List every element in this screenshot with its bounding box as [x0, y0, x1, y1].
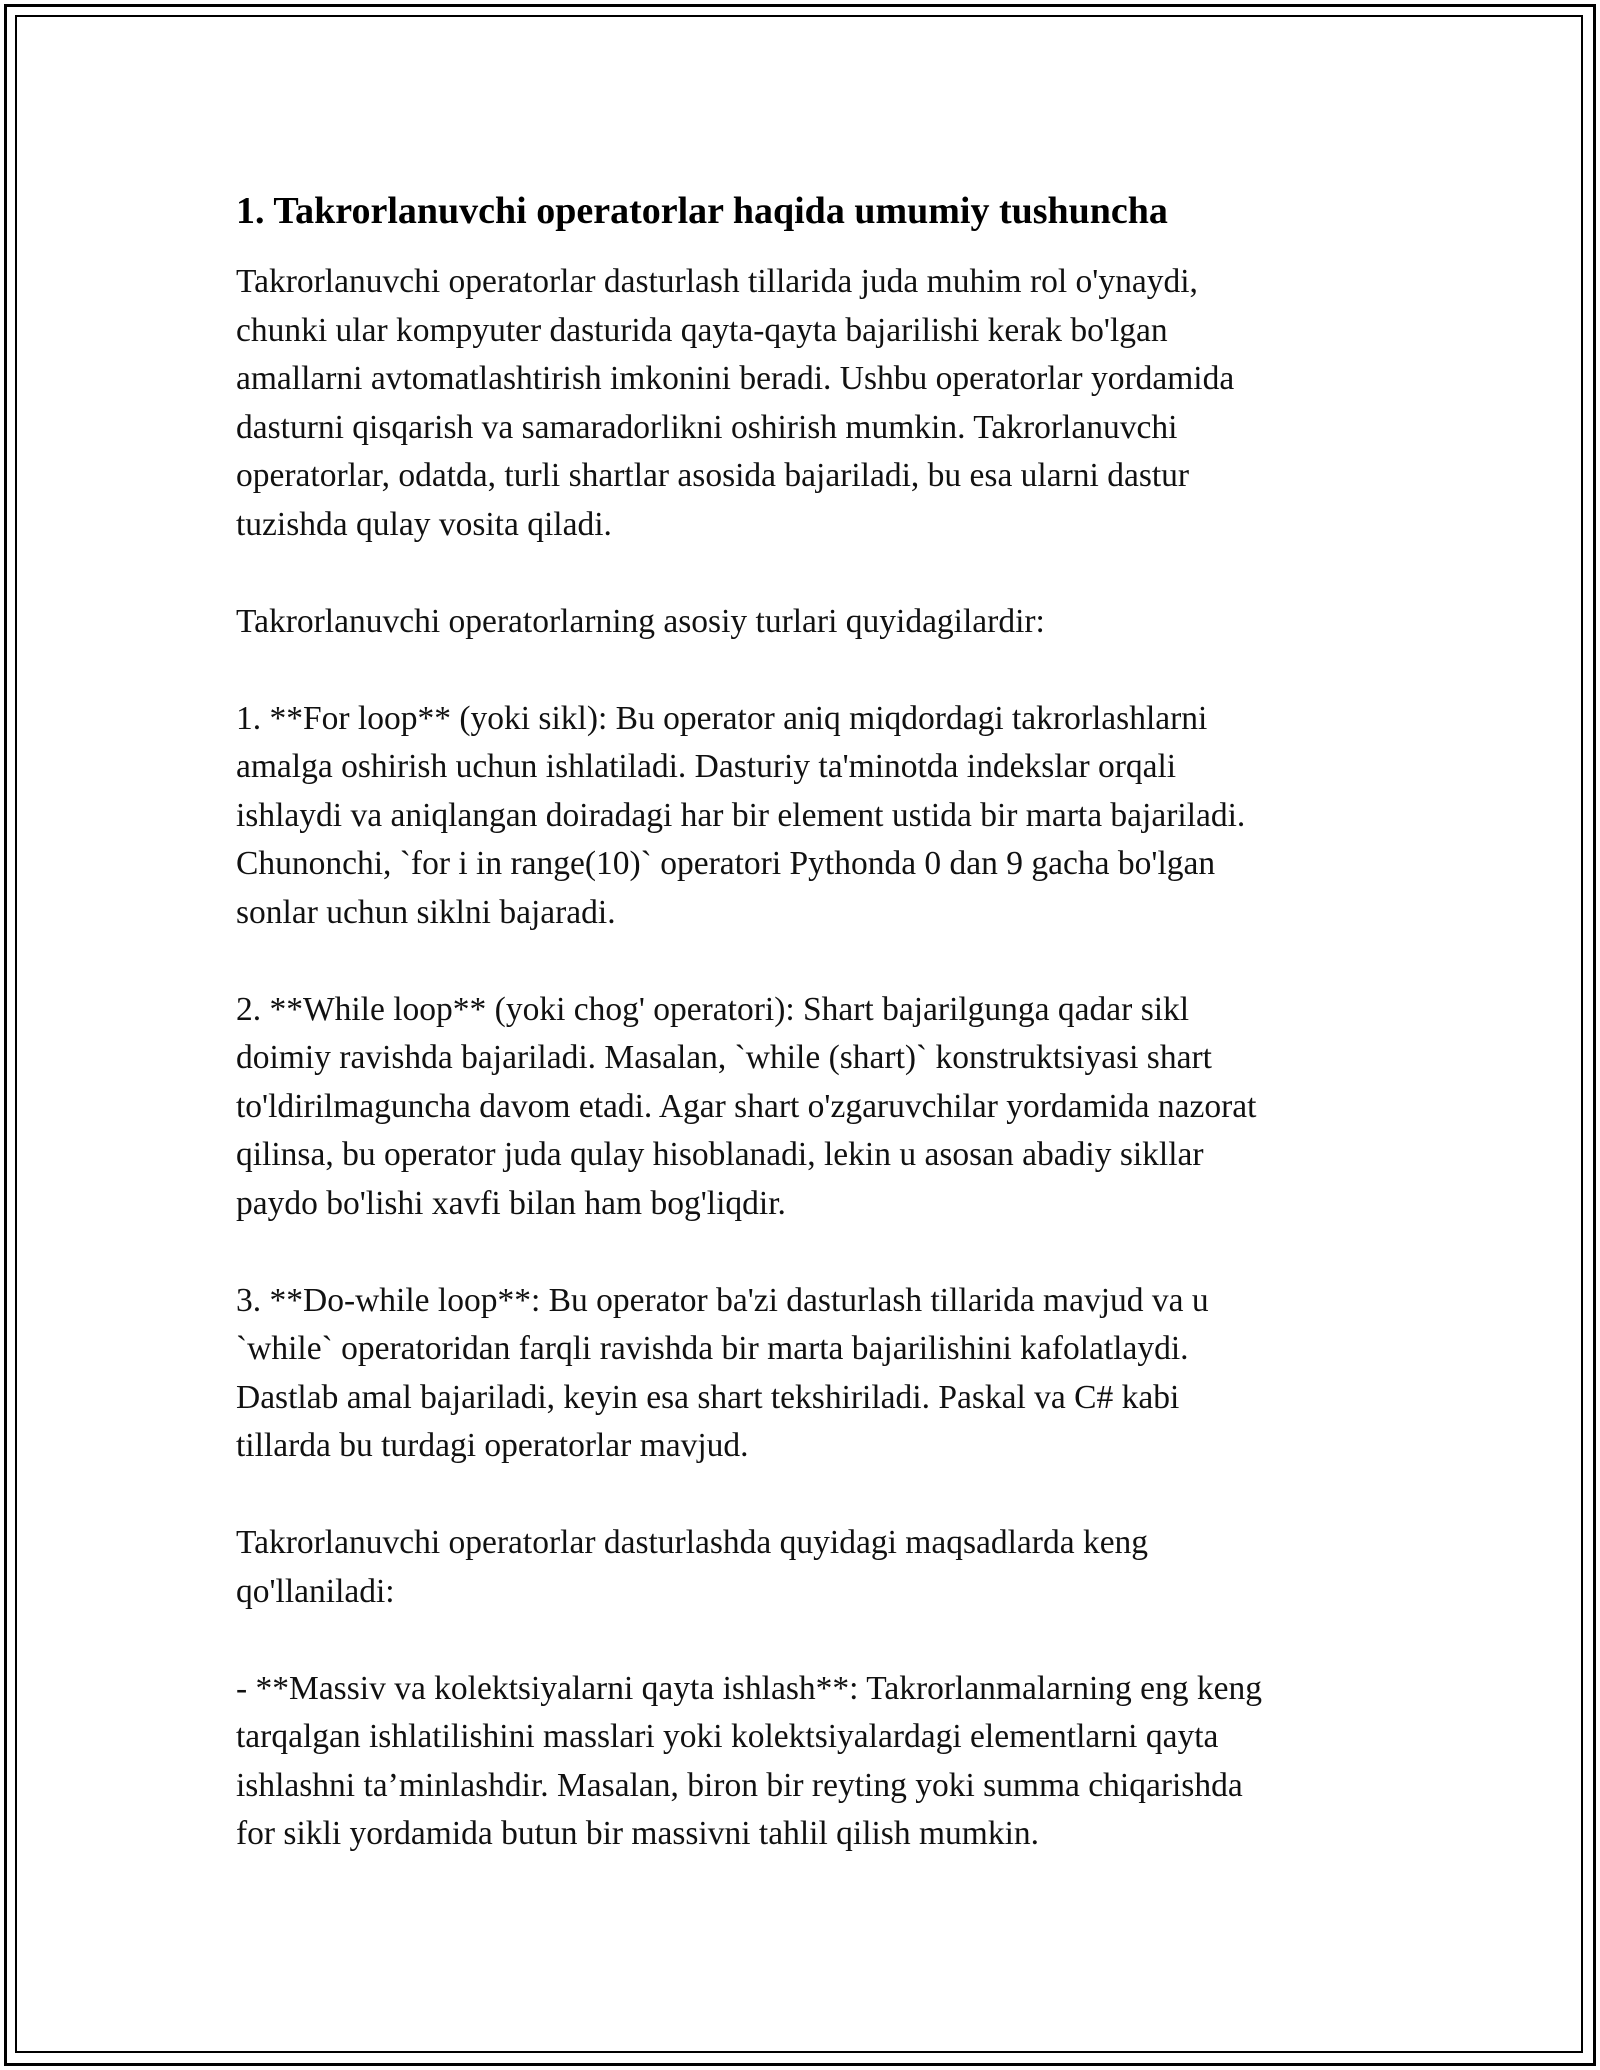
section-body-text: Takrorlanuvchi operatorlar dasturlash tillarida juda muhim rol o'ynaydi, chunki ular kompyuter dasturida qayta-qayta bajarilishi kerak bo'lgan amallarni avtomatlashtirish imkonini beradi. Ushbu operatorlar yordamida dasturni qisqarish va samaradorlikni oshirish mumkin. Takrorlanuvchi operatorlar, odatda, turli shartlar asosida bajariladi, bu esa ularni dastur tuzishda qulay vosita qiladi. Takrorlanuvchi operatorlarning asosiy turlari quyidagilardir: 1. **For loop** (yoki sikl): Bu operator aniq miqdordagi takrorlashlarni amalga oshirish uchun ishlatiladi. Dasturiy ta'minotda indekslar orqali ishlaydi va aniqlangan doiradagi har bir element ustida bir marta bajariladi. Chunonchi, `for i in range(10)` operatori Pythonda 0 dan 9 gacha bo'lgan sonlar uchun siklni bajaradi. 2. **While loop** (yoki chog' operatori): Shart bajarilgunga qadar sikl doimiy ravishda bajariladi. Masalan, `while (shart)` konstruktsiyasi shart to'ldirilmaguncha davom etadi. Agar shart o'zgaruvchilar yordamida nazorat qilinsa, bu operator juda qulay hisoblanadi, lekin u asosan abadiy sikllar paydo bo'lishi xavfi bilan ham bog'liqdir. 3. **Do-while loop**: Bu operator ba'zi dasturlash tillarida mavjud va u `while` operatoridan farqli ravishda bir marta bajarilishini kafolatlaydi. Dastlab amal bajariladi, keyin esa shart tekshiriladi. Paskal va C# kabi tillarda bu turdagi operatorlar mavjud. Takrorlanuvchi operatorlar dasturlashda quyidagi maqsadlarda keng qo'llaniladi: - **Massiv va kolektsiyalarni qayta ishlash**: Takrorlanmalarning eng keng tarqalgan ishlatilishini masslari yoki kolektsiyalardagi elementlarni qayta ishlashni ta’minlashdir. Masalan, biron bir reyting yoki summa chiqarishda for sikli yordamida butun bir massivni tahlil qilish mumkin. [236, 263, 1262, 1852]
section-heading: 1. Takrorlanuvchi operatorlar haqida umumiy tushuncha [236, 190, 1168, 232]
document-content [236, 186, 1376, 1859]
